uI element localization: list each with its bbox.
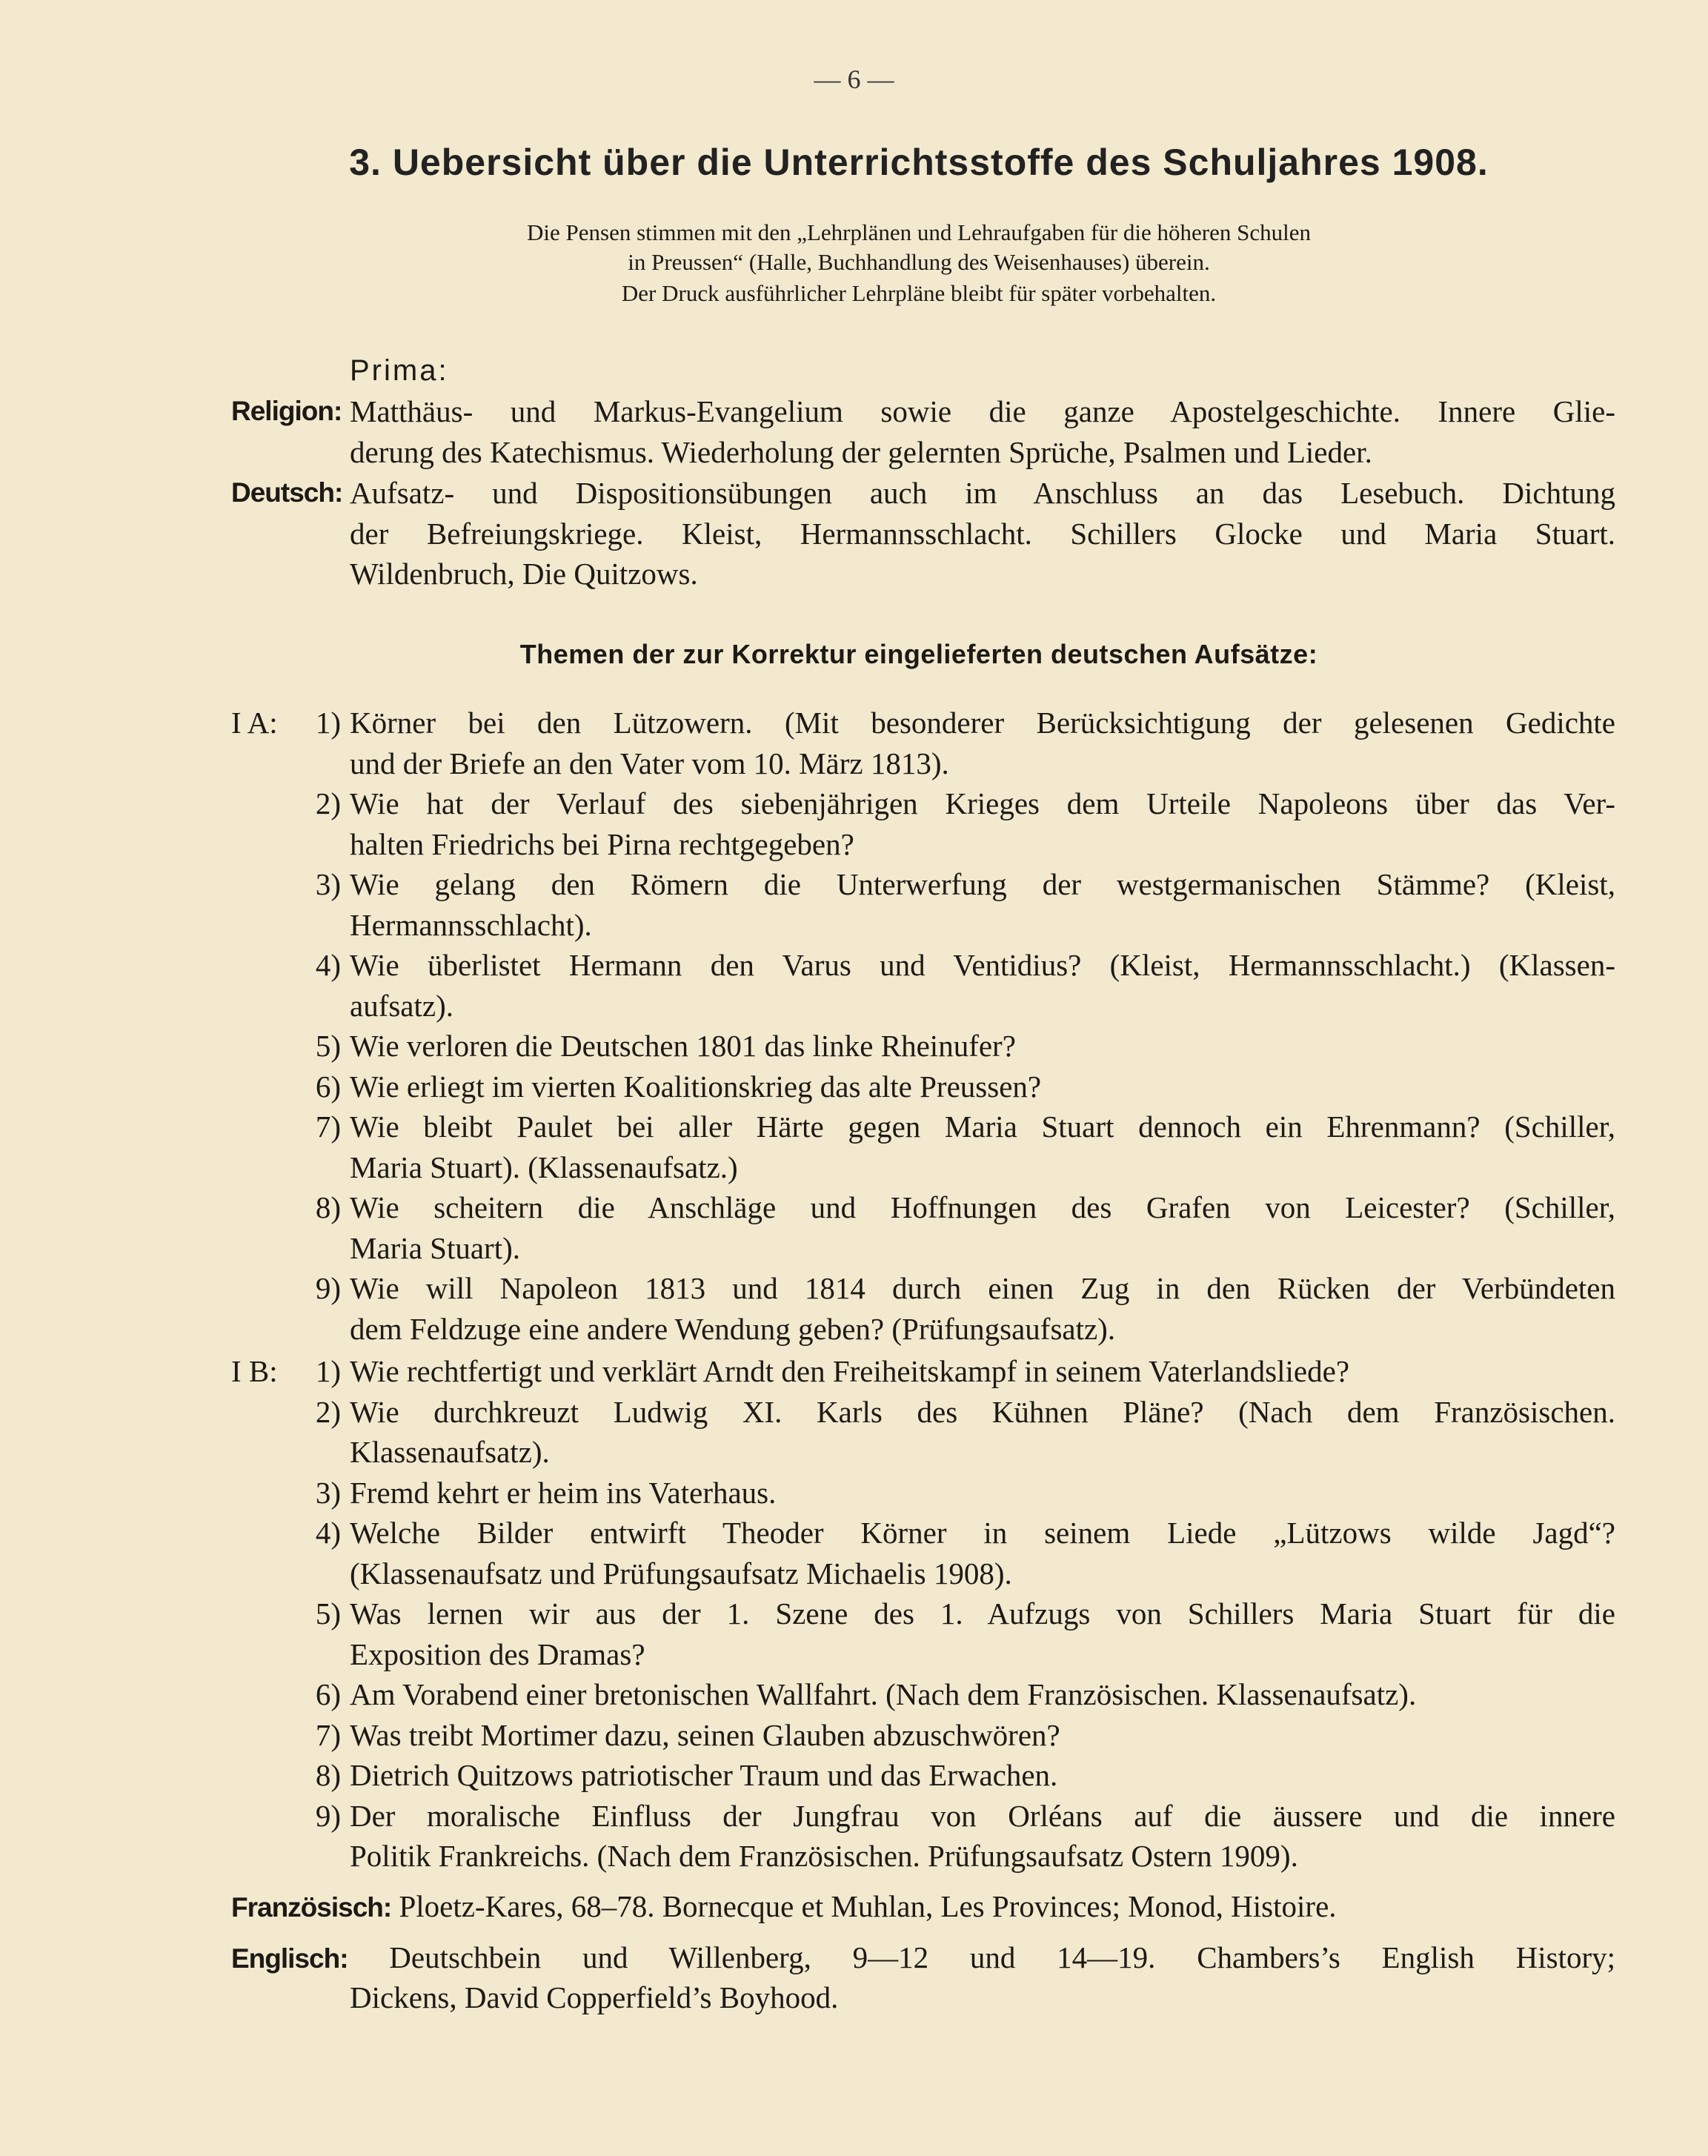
language-line	[0, 1886, 1708, 1927]
theme-text: Maria Stuart).	[350, 1230, 520, 1265]
theme-line	[0, 1473, 1708, 1513]
theme-text: Wie durchkreuzt Ludwig XI. Karls des Kühnen Pläne? (Nach dem Französischen.	[350, 1394, 1615, 1429]
class-ia-list	[0, 703, 1708, 1349]
language-label: Französisch:	[231, 1892, 392, 1923]
languages-block	[0, 1886, 1708, 2018]
intro-line: in Preussen“ (Halle, Buchhandlung des Weisenhauses) überein.	[628, 249, 1210, 275]
page-number: — 6 —	[814, 64, 894, 94]
theme-text: und der Briefe an den Vater vom 10. März 1813).	[350, 746, 949, 780]
theme-line	[0, 703, 1708, 743]
theme-text: Dietrich Quitzows patriotischer Traum und das Erwachen.	[350, 1758, 1058, 1792]
theme-line	[0, 905, 1708, 946]
theme-number: 8)	[315, 1190, 341, 1224]
class-label: I A:	[231, 706, 278, 740]
subject-line	[0, 514, 1708, 554]
theme-number: 5)	[315, 1596, 341, 1631]
theme-text: aufsatz).	[350, 988, 453, 1023]
theme-text: Am Vorabend einer bretonischen Wallfahrt. (Nach dem Französischen. Klassenaufsatz).	[350, 1677, 1417, 1711]
theme-line	[0, 1309, 1708, 1350]
language-line	[0, 1977, 1708, 2018]
theme-line	[0, 1674, 1708, 1715]
theme-text: Wie scheitern die Anschläge und Hoffnungen des Grafen von Leicester? (Schiller,	[350, 1190, 1615, 1224]
theme-number: 2)	[315, 786, 341, 820]
intro-line: Der Druck ausführlicher Lehrpläne bleibt für später vorbehalten.	[621, 280, 1217, 306]
subject-text: derung des Katechismus. Wiederholung der gelernten Sprüche, Psalmen und Lieder.	[350, 434, 1372, 469]
theme-number: 6)	[315, 1069, 341, 1104]
theme-line	[0, 1187, 1708, 1228]
theme-text: Wie will Napoleon 1813 und 1814 durch einen Zug in den Rücken der Verbündeten	[350, 1271, 1615, 1305]
theme-line	[0, 783, 1708, 824]
subjects-block	[0, 391, 1708, 594]
intro-line: Die Pensen stimmen mit den „Lehrplänen und Lehraufgaben für die höheren Schulen	[527, 219, 1311, 245]
theme-number: 3)	[315, 867, 341, 901]
theme-line	[0, 1432, 1708, 1473]
theme-text: Maria Stuart). (Klassenaufsatz.)	[350, 1150, 738, 1184]
theme-line	[0, 986, 1708, 1026]
theme-line	[0, 1147, 1708, 1188]
theme-number: 8)	[315, 1758, 341, 1792]
page-title: 3. Uebersicht über die Unterrichtsstoffe des Schuljahres 1908.	[349, 142, 1489, 183]
theme-text: Wie verloren die Deutschen 1801 das linke Rheinufer?	[350, 1029, 1016, 1063]
subject-label: Religion:	[231, 396, 342, 426]
theme-text: Wie rechtfertigt und verklärt Arndt den Freiheitskampf in seinem Vaterlandsliede?	[350, 1354, 1350, 1388]
language-line	[0, 1937, 1708, 1978]
theme-text: Welche Bilder entwirft Theoder Körner in seinem Liede „Lützows wilde Jagd“?	[350, 1516, 1615, 1550]
theme-line	[0, 1593, 1708, 1634]
themes-heading: Themen der zur Korrektur eingelieferten deutschen Aufsätze:	[519, 639, 1318, 669]
subject-text: Matthäus- und Markus-Evangelium sowie die ganze Apostelgeschichte. Innere Glie-	[350, 394, 1615, 428]
theme-number: 9)	[315, 1271, 341, 1305]
language-text: Dickens, David Copperfield’s Boyhood.	[350, 1980, 839, 2014]
theme-number: 4)	[315, 948, 341, 982]
theme-text: Was lernen wir aus der 1. Szene des 1. Aufzugs von Schillers Maria Stuart für die	[350, 1596, 1615, 1631]
theme-text: (Klassenaufsatz und Prüfungsaufsatz Michaelis 1908).	[350, 1556, 1012, 1591]
theme-line	[0, 1026, 1708, 1067]
theme-text: Der moralische Einfluss der Jungfrau von Orléans auf die äussere und die innere	[350, 1798, 1615, 1833]
theme-number: 6)	[315, 1677, 341, 1711]
section-heading: Prima:	[350, 354, 449, 387]
theme-text: Politik Frankreichs. (Nach dem Französischen. Prüfungsaufsatz Ostern 1909).	[350, 1839, 1298, 1873]
theme-number: 9)	[315, 1798, 341, 1833]
theme-text: Hermannsschlacht).	[350, 907, 592, 942]
theme-number: 2)	[315, 1394, 341, 1429]
theme-line	[0, 1796, 1708, 1837]
theme-text: Körner bei den Lützowern. (Mit besonderer Berücksichtigung der gelesenen Gedichte	[350, 706, 1615, 740]
theme-line	[0, 1836, 1708, 1877]
theme-line	[0, 1715, 1708, 1756]
theme-line	[0, 1513, 1708, 1553]
theme-line	[0, 743, 1708, 784]
theme-text: Fremd kehrt er heim ins Vaterhaus.	[350, 1475, 777, 1510]
theme-text: Exposition des Dramas?	[350, 1636, 645, 1671]
subject-text: der Befreiungskriege. Kleist, Hermannsschlacht. Schillers Glocke und Maria Stuart.	[350, 516, 1615, 551]
theme-line	[0, 1553, 1708, 1594]
theme-number: 4)	[315, 1516, 341, 1550]
subject-line	[0, 554, 1708, 594]
theme-text: Wie überlistet Hermann den Varus und Ventidius? (Kleist, Hermannsschlacht.) (Klassen-	[350, 948, 1615, 982]
language-entry: Englisch: Deutschbein und Willenberg, 9—12 und 14—19. Chambers’s English History;	[231, 1940, 1615, 1974]
theme-line	[0, 1107, 1708, 1147]
theme-line	[0, 945, 1708, 986]
subject-line	[0, 473, 1708, 514]
theme-line	[0, 1228, 1708, 1269]
class-ib-list	[0, 1351, 1708, 1877]
theme-line	[0, 1067, 1708, 1107]
theme-number: 5)	[315, 1029, 341, 1063]
theme-line	[0, 864, 1708, 905]
theme-number: 1)	[315, 706, 341, 740]
subject-line	[0, 391, 1708, 432]
theme-number: 3)	[315, 1475, 341, 1510]
theme-text: dem Feldzuge eine andere Wendung geben? (Prüfungsaufsatz).	[350, 1311, 1116, 1346]
subject-text: Wildenbruch, Die Quitzows.	[350, 557, 698, 591]
theme-text: Klassenaufsatz).	[350, 1435, 550, 1469]
theme-text: Was treibt Mortimer dazu, seinen Glauben abzuschwören?	[350, 1717, 1060, 1752]
theme-line	[0, 1634, 1708, 1675]
theme-text: Wie bleibt Paulet bei aller Härte gegen Maria Stuart dennoch ein Ehrenmann? (Schiller,	[350, 1109, 1615, 1144]
subject-label: Deutsch:	[231, 477, 343, 508]
theme-line	[0, 1268, 1708, 1309]
theme-text: Wie erliegt im vierten Koalitionskrieg das alte Preussen?	[350, 1069, 1042, 1104]
theme-text: Wie gelang den Römern die Unterwerfung der westgermanischen Stämme? (Kleist,	[350, 867, 1615, 901]
subject-line	[0, 432, 1708, 473]
theme-number: 7)	[315, 1717, 341, 1752]
theme-number: 7)	[315, 1109, 341, 1144]
theme-line	[0, 1351, 1708, 1392]
language-entry: Französisch: Ploetz-Kares, 68–78. Bornecque et Muhlan, Les Provinces; Monod, Histoire.	[231, 1889, 1337, 1923]
theme-number: 1)	[315, 1354, 341, 1388]
class-label: I B:	[231, 1354, 278, 1388]
theme-line	[0, 1755, 1708, 1796]
theme-line	[0, 824, 1708, 865]
theme-text: Wie hat der Verlauf des siebenjährigen Krieges dem Urteile Napoleons über das Ver-	[350, 786, 1615, 820]
subject-text: Aufsatz- und Dispositionsübungen auch im Anschluss an das Lesebuch. Dichtung	[350, 476, 1615, 510]
theme-text: halten Friedrichs bei Pirna rechtgegeben?	[350, 826, 854, 861]
theme-line	[0, 1392, 1708, 1433]
language-label: Englisch:	[231, 1943, 348, 1974]
